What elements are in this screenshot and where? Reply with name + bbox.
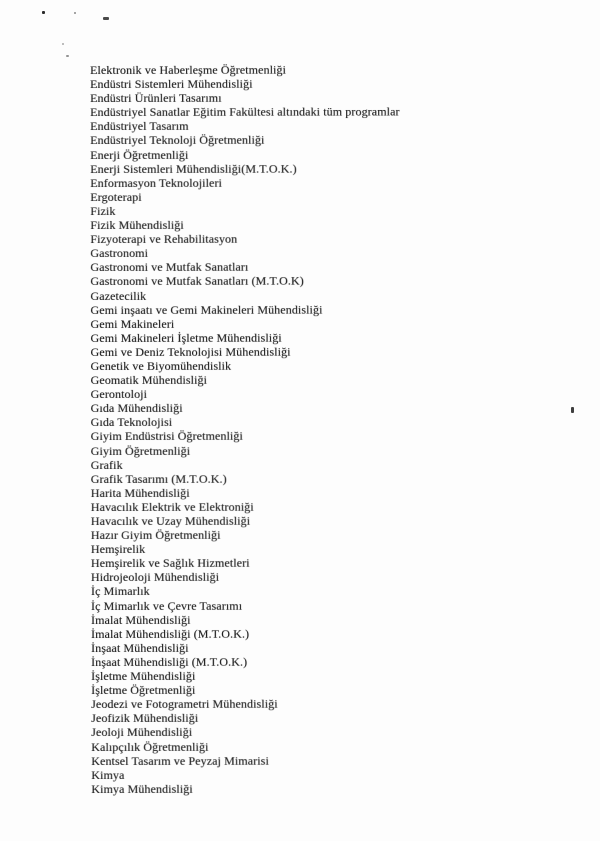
program-list-item: İşletme Mühendisliği	[91, 668, 196, 684]
scan-speck	[42, 11, 45, 14]
program-list-item: Giyim Endüstrisi Öğretmenliği	[90, 429, 243, 444]
program-list-item: Kimya	[91, 767, 125, 782]
program-list-item: Jeodezi ve Fotogrametri Mühendisliği	[91, 696, 278, 712]
program-list-item: Jeoloji Mühendisliği	[91, 725, 193, 740]
program-list-item: İç Mimarlık	[90, 584, 150, 599]
program-list-item: Gemi Makineleri İşletme Mühendisliği	[90, 330, 282, 345]
program-list-item: Hidrojeoloji Mühendisliği	[90, 570, 220, 585]
program-list-item: Endüstriyel Sanatlar Eğitim Fakültesi altındaki tüm programlar	[90, 104, 400, 120]
program-list-item: Endüstriyel Tasarım	[90, 119, 189, 134]
program-list-item: Enerji Öğretmenliği	[90, 147, 189, 162]
program-list-item: Ergoterapi	[90, 189, 142, 204]
program-list-item: Endüstri Sistemleri Mühendisliği	[90, 76, 253, 92]
program-list-item: Kimya Mühendisliği	[91, 781, 193, 796]
program-list-item: Gemi ve Deniz Teknolojisi Mühendisliği	[90, 344, 291, 359]
program-list-item: Enformasyon Teknolojileri	[90, 175, 222, 190]
program-list-item: İnşaat Mühendisliği (M.T.O.K.)	[91, 654, 248, 669]
program-list-item: Gıda Mühendisliği	[90, 401, 183, 416]
program-list-item: Genetik ve Biyomühendislik	[90, 358, 232, 373]
program-list-item: Hemşirelik ve Sağlık Hizmetleri	[90, 556, 250, 571]
program-list-item: İnşaat Mühendisliği	[91, 640, 189, 655]
program-list-item: Gerontoloji	[90, 387, 148, 402]
program-list-item: Giyim Öğretmenliği	[90, 443, 191, 458]
scan-speck	[571, 407, 574, 413]
scan-speck	[103, 17, 109, 20]
program-list-item: Endüstri Ürünleri Tasarımı	[90, 90, 222, 106]
program-list-item: Elektronik ve Haberleşme Öğretmenliği	[90, 62, 287, 77]
program-list-item: Geomatik Mühendisliği	[90, 372, 208, 388]
program-list-item: Gastronomi ve Mutfak Sanatları (M.T.O.K)	[90, 274, 304, 289]
program-list-item: Endüstriyel Teknoloji Öğretmenliği	[90, 133, 265, 148]
scan-speck	[66, 55, 69, 57]
program-list	[90, 62, 401, 795]
program-list-item: Kentsel Tasarım ve Peyzaj Mimarisi	[91, 753, 269, 768]
program-list-item: İç Mimarlık ve Çevre Tasarımı	[90, 598, 243, 613]
program-list-item: İmalat Mühendisliği	[90, 612, 191, 627]
program-list-item: Gemi inşaatı ve Gemi Makineleri Mühendisliği	[90, 302, 323, 317]
program-list-item: Gastronomi ve Mutfak Sanatları	[90, 260, 249, 275]
program-list-item: Gıda Teknolojisi	[90, 415, 173, 430]
program-list-item: Fizik	[90, 203, 116, 218]
scan-speck	[62, 43, 64, 45]
scan-speck	[74, 12, 76, 14]
program-list-item: Hazır Giyim Öğretmenliği	[90, 527, 221, 543]
program-list-item: Fizik Mühendisliği	[90, 217, 184, 233]
program-list-item: Gazetecilik	[90, 288, 147, 303]
program-list-item: İşletme Öğretmenliği	[91, 682, 196, 698]
program-list-item: Jeofizik Mühendisliği	[91, 711, 199, 726]
program-list-item: Harita Mühendisliği	[90, 485, 190, 500]
program-list-item: Gastronomi	[90, 246, 149, 261]
program-list-item: Grafik Tasarımı (M.T.O.K.)	[90, 471, 227, 486]
program-list-item: Havacılık ve Uzay Mühendisliği	[90, 513, 251, 528]
program-list-item: Hemşirelik	[90, 542, 146, 557]
program-list-item: Fizyoterapi ve Rehabilitasyon	[90, 231, 238, 247]
program-list-item: Gemi Makineleri	[90, 316, 175, 331]
program-list-item: Havacılık Elektrik ve Elektroniği	[90, 499, 254, 514]
program-list-item: İmalat Mühendisliği (M.T.O.K.)	[90, 626, 250, 641]
program-list-item: Enerji Sistemleri Mühendisliği(M.T.O.K.)	[90, 161, 297, 176]
program-list-item: Grafik	[90, 457, 123, 472]
program-list-item: Kalıpçılık Öğretmenliği	[91, 739, 209, 754]
